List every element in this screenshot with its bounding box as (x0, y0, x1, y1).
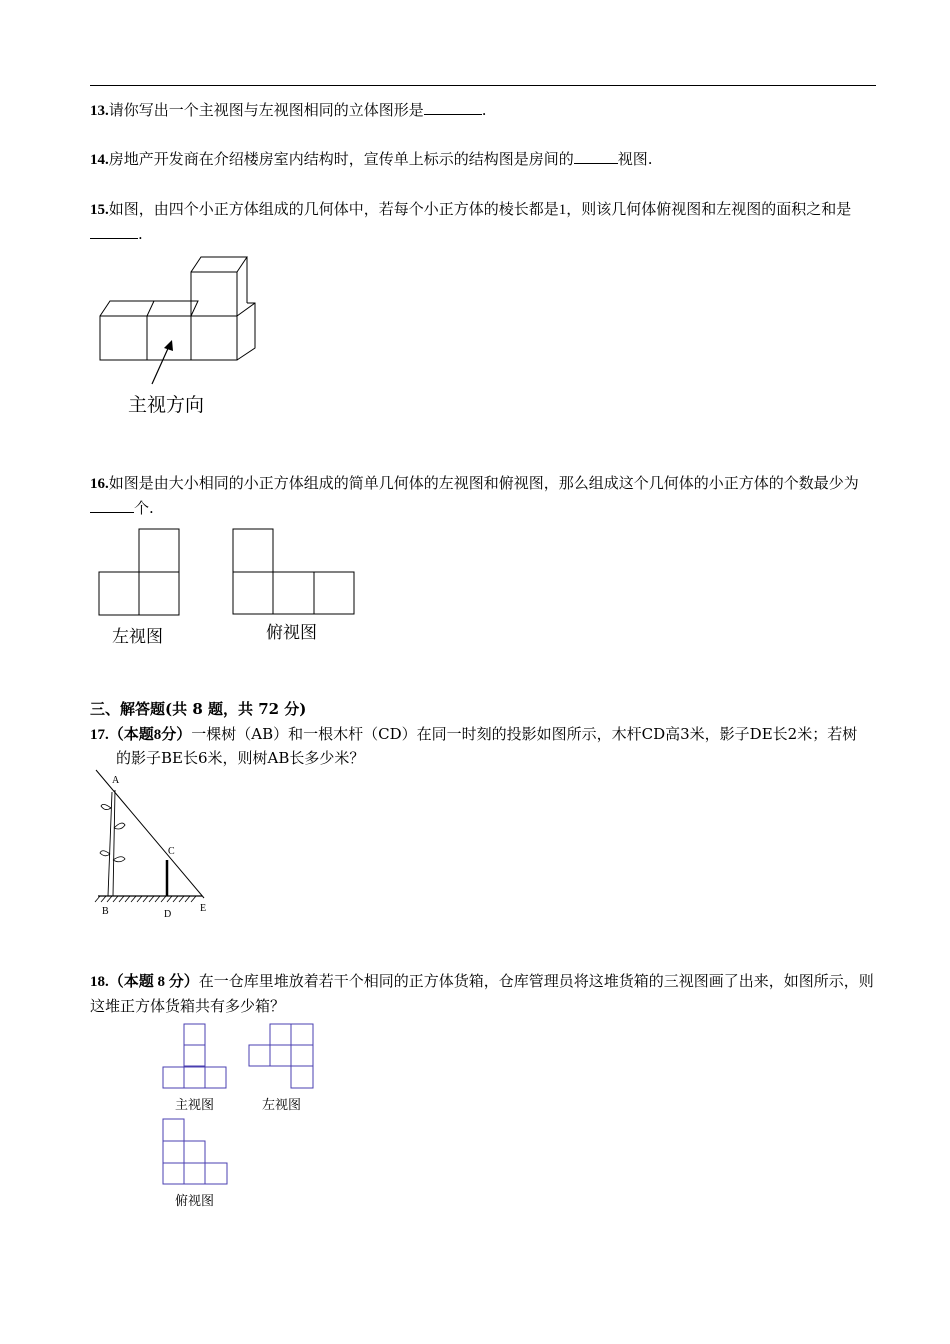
q18-top-view (162, 1118, 232, 1188)
question-number: 18. (90, 974, 109, 990)
question-number: 17. (90, 727, 109, 743)
leaf (113, 857, 125, 862)
label-a: A (112, 775, 120, 786)
question-13 (90, 98, 880, 123)
label-d: D (164, 909, 172, 920)
cube-top-face (100, 301, 154, 316)
question-text: 一棵树（AB）和一根木杆（CD）在同一时刻的投影如图所示，木杆CD高3米，影子DE长2米；若树 (191, 725, 858, 743)
question-text-cont: 的影子BE长6米，则树AB长多少米？ (116, 749, 365, 767)
question-16 (90, 471, 880, 520)
question-18 (90, 969, 880, 1018)
answer-blank[interactable] (574, 149, 618, 164)
q15-figure (96, 252, 266, 372)
view-direction-label: 主视方向 (128, 394, 205, 416)
leaf (100, 851, 110, 856)
q18-front-view (162, 1023, 230, 1091)
question-text: 在一仓库里堆放着若干个相同的正方体货箱，仓库管理员将这堆货箱的三视图画了出来，如图所示，则这堆正方体货箱共有多少箱？ (90, 972, 874, 1015)
question-end: . (481, 101, 487, 119)
left-view-label: 左视图 (112, 627, 163, 647)
front-view-label: 主视图 (175, 1098, 215, 1113)
question-17 (90, 722, 880, 747)
cube-top-face (191, 257, 247, 272)
left-view-label: 左视图 (262, 1098, 302, 1113)
label-b: B (102, 906, 109, 917)
question-17-cont (116, 746, 876, 770)
section-title: 三、解答题(共 8 题，共 72 分) (90, 700, 307, 718)
question-number: 13. (90, 103, 109, 119)
top-view-label: 俯视图 (266, 623, 317, 643)
question-end: 个. (134, 499, 154, 517)
question-text-cont: ，则该几何体俯视图和左视图的面积之和是 (566, 200, 852, 218)
question-end: 视图. (617, 150, 653, 168)
leaf (114, 823, 125, 829)
question-15 (90, 197, 880, 246)
leaf (101, 804, 111, 809)
label-e: E (200, 903, 207, 914)
q16-left-view (98, 528, 182, 618)
score-tag: （本题 8 分） (108, 974, 199, 990)
question-number: 16. (90, 476, 109, 492)
question-text: 如图，由四个小正方体组成的几何体中，若每个小正方体的棱长都是 (108, 200, 559, 218)
direction-arrow (148, 338, 178, 388)
question-number: 14. (90, 152, 109, 168)
answer-blank[interactable] (90, 498, 134, 513)
cube-face (191, 272, 237, 316)
cube-face (191, 316, 237, 360)
sun-ray (96, 770, 204, 898)
q17-shadow-diagram (92, 768, 222, 923)
answer-blank[interactable] (90, 224, 138, 239)
ground-hatch (95, 896, 196, 902)
header-rule (90, 85, 876, 86)
q18-left-view (248, 1023, 318, 1091)
question-end: . (138, 225, 143, 243)
score-tag: （本题8分） (108, 727, 192, 743)
cube-face (100, 316, 147, 360)
tree-trunk (108, 790, 115, 896)
q16-top-view (232, 528, 358, 618)
answer-blank[interactable] (424, 100, 482, 115)
question-number: 15. (90, 202, 109, 218)
top-view-label: 俯视图 (175, 1194, 215, 1209)
question-text: 房地产开发商在介绍楼房室内结构时，宣传单上标示的结构图是房间的 (108, 150, 574, 168)
question-text: 请你写出一个主视图与左视图相同的立体图形是 (108, 101, 424, 119)
question-text: 如图是由大小相同的小正方体组成的简单几何体的左视图和俯视图，那么组成这个几何体的小正方体的个数最少为 (108, 474, 859, 492)
edge-length: 1 (558, 202, 567, 218)
cube-assembly-diagram (96, 252, 266, 372)
question-14 (90, 147, 880, 172)
label-c: C (168, 846, 175, 857)
